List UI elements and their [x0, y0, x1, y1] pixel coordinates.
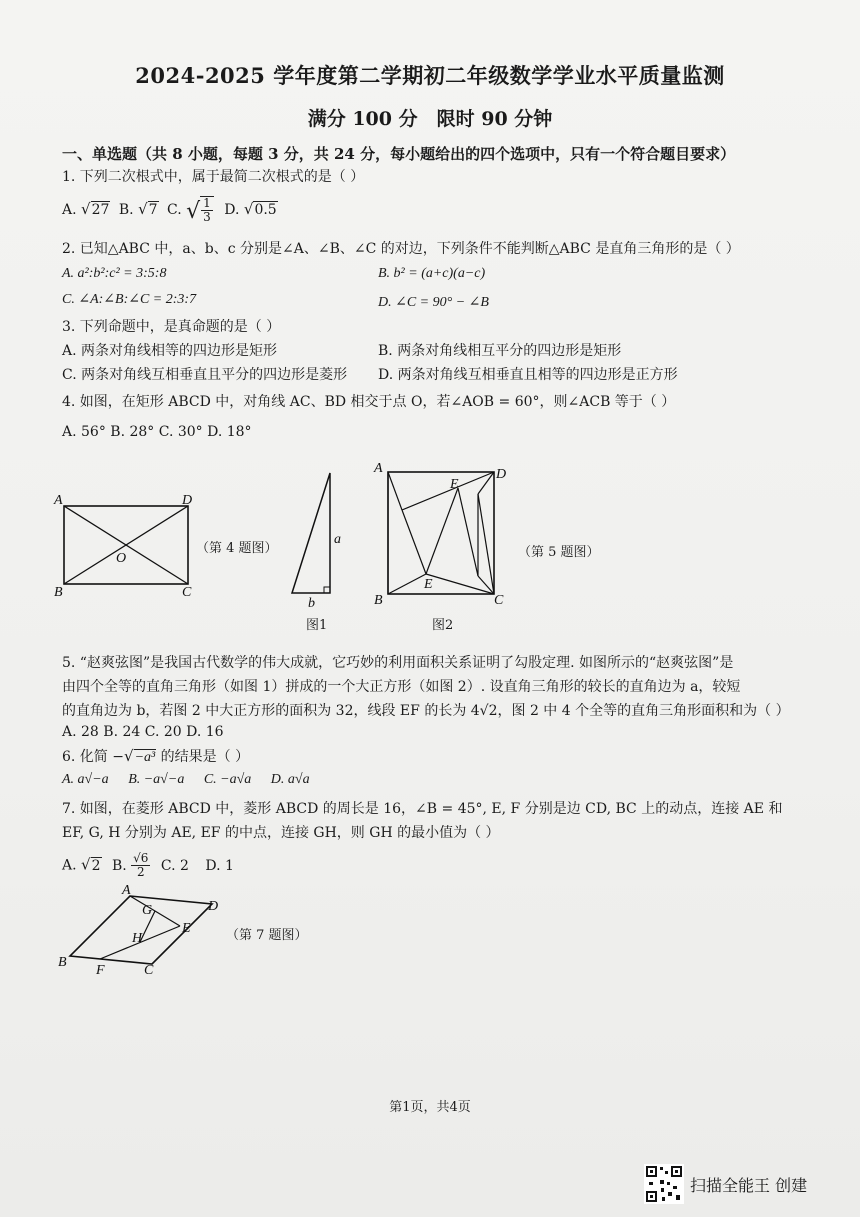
- q2-option-a: A. a²:b²:c² = 3:5:8: [62, 266, 167, 281]
- fig5-label-a: A: [374, 461, 383, 476]
- q1-option-d-value: 0.5: [254, 202, 277, 218]
- q2-stem: 2. 已知△ABC 中，a、b、c 分别是∠A、∠B、∠C 的对边，下列条件不能判断△ABC 是直角三角形的是（ ）: [62, 241, 740, 257]
- q5-line-3: 的直角边为 b，若图 2 中大正方形的面积为 32，线段 EF 的长为 4√2，图 2 中 4 个全等的直角三角形面积和为（ ）: [62, 703, 790, 719]
- bleed-through-text: [725, 200, 737, 217]
- q5-options: A. 28 B. 24 C. 20 D. 16: [62, 724, 224, 740]
- q7-label-g: G: [142, 903, 153, 918]
- page-number: 第1页，共4页: [389, 1100, 471, 1115]
- q7-option-c: C. 2: [160, 857, 189, 874]
- fig5-fig2-label: 图2: [432, 618, 454, 633]
- q6-option-a: A. a√−a: [62, 772, 109, 787]
- q7-figure: [56, 884, 226, 978]
- q3-option-c: C. 两条对角线互相垂直且平分的四边形是菱形: [62, 367, 348, 383]
- q1-options: A. √27 B. √7 C. √ $\frac{1}{3}$ D. √0.5: [62, 196, 277, 224]
- q7-option-b-denominator: 2: [136, 865, 145, 879]
- q7-line-2: EF, G, H 分别为 AE, EF 的中点，连接 GH，则 GH 的最小值为（ ）: [62, 825, 500, 841]
- q4-label-d: D: [182, 493, 193, 508]
- fig5-label-e-bottom: E: [424, 577, 433, 592]
- q5-caption: （第 5 题图）: [518, 545, 600, 560]
- q6-option-c: C. −a√a: [203, 772, 252, 787]
- q4-label-a: A: [54, 493, 63, 508]
- q5-figure-1: [284, 465, 354, 615]
- q7-label-h: H: [132, 931, 143, 946]
- side-b-label: b: [308, 596, 315, 611]
- q6-stem-suffix: 的结果是（ ）: [156, 749, 250, 765]
- q1-option-c-denominator: 3: [203, 210, 211, 224]
- page-subtitle: 满分 100 分 限时 90 分钟: [307, 108, 553, 130]
- q1-option-c-label: C.: [167, 202, 182, 218]
- q4-options: A. 56° B. 28° C. 30° D. 18°: [62, 424, 252, 440]
- qr-code-icon: [644, 1164, 684, 1204]
- section-heading: 一、单选题（共 8 小题，每题 3 分，共 24 分，每小题给出的四个选项中，只有一个符合题目要求）: [62, 145, 736, 163]
- q7-option-a-value: 2: [91, 857, 101, 874]
- q7-option-b-numerator: √6: [133, 851, 149, 865]
- q6-stem: 6. 化简 −√−a³ 的结果是（ ）: [62, 747, 250, 765]
- fig5-label-c: C: [494, 593, 504, 608]
- q7-line-1: 7. 如图，在菱形 ABCD 中，菱形 ABCD 的周长是 16，∠B = 45°, E, F 分别是边 CD, BC 上的动点，连接 AE 和: [62, 801, 783, 817]
- q1-option-a-label: A.: [62, 202, 77, 218]
- right-triangle: [292, 473, 330, 593]
- q1-option-c-numerator: 1: [203, 196, 211, 210]
- q7-label-b: B: [58, 955, 67, 970]
- q5-figure-2: [372, 458, 512, 608]
- q7-label-f: F: [96, 963, 105, 978]
- q7-label-c: C: [144, 963, 154, 978]
- q4-label-c: C: [182, 585, 192, 600]
- q7-option-a-label: A.: [62, 857, 77, 874]
- side-a-label: a: [334, 532, 341, 547]
- q3-option-b: B. 两条对角线相互平分的四边形是矩形: [378, 343, 622, 359]
- q7-option-d: D. 1: [205, 857, 234, 874]
- q6-stem-prefix: 6. 化简 −: [62, 749, 124, 765]
- q1-option-b-value: 7: [148, 202, 158, 218]
- fig5-fig1-label: 图1: [306, 618, 328, 633]
- q4-label-b: B: [54, 585, 63, 600]
- q7-label-a: A: [122, 884, 131, 898]
- right-angle-mark: [324, 587, 330, 593]
- q7-label-e: E: [182, 921, 191, 936]
- q2-option-c: C. ∠A:∠B:∠C = 2:3:7: [62, 292, 197, 307]
- q5-line-2: 由四个全等的直角三角形（如图 1）拼成的一个大正方形（如图 2）. 设直角三角形的较长的直角边为 a，较短: [62, 679, 741, 695]
- q7-option-b-label: B.: [111, 857, 127, 874]
- scanner-brand-text: 扫描全能王 创建: [690, 1175, 808, 1195]
- q4-caption: （第 4 题图）: [196, 541, 278, 556]
- q7-caption: （第 7 题图）: [226, 928, 308, 943]
- q4-figure: [52, 492, 202, 602]
- q1-stem: 1. 下列二次根式中，属于最简二次根式的是（ ）: [62, 169, 365, 185]
- q6-stem-radicand: −a³: [134, 750, 156, 765]
- fig5-label-d: D: [496, 467, 507, 482]
- q2-option-b: B. b² = (a+c)(a−c): [378, 266, 486, 281]
- q1-option-b-label: B.: [118, 202, 134, 218]
- q4-stem: 4. 如图，在矩形 ABCD 中，对角线 AC、BD 相交于点 O，若∠AOB = 60°，则∠ACB 等于（ ）: [62, 394, 676, 410]
- q4-label-o: O: [116, 551, 127, 566]
- page-title: 2024-2025 学年度第二学期初二年级数学学业水平质量监测: [135, 63, 725, 88]
- q1-option-d-label: D.: [224, 202, 240, 218]
- q5-line-1: 5. “赵爽弦图”是我国古代数学的伟大成就，它巧妙的利用面积关系证明了勾股定理. 如图所示的“赵爽弦图”是: [62, 655, 734, 671]
- q3-option-a: A. 两条对角线相等的四边形是矩形: [62, 343, 278, 359]
- fig5-label-e-top: E: [450, 477, 459, 492]
- q6-options: [62, 772, 310, 788]
- q7-options: A. √2 B. $\frac{√6}{2}$ C. 2 D. 1: [62, 851, 234, 879]
- scanner-watermark: [644, 1164, 807, 1204]
- q6-option-b: B. −a√−a: [128, 772, 185, 787]
- q1-option-a-value: 27: [91, 202, 110, 218]
- q3-stem: 3. 下列命题中，是真命题的是（ ）: [62, 319, 281, 335]
- q6-option-d: D. a√a: [270, 772, 310, 787]
- q7-label-d: D: [208, 899, 219, 914]
- q2-option-d: D. ∠C = 90° − ∠B: [378, 295, 489, 310]
- fig5-label-b: B: [374, 593, 383, 608]
- rhombus: [70, 896, 212, 964]
- q3-option-d: D. 两条对角线互相垂直且相等的四边形是正方形: [378, 367, 678, 383]
